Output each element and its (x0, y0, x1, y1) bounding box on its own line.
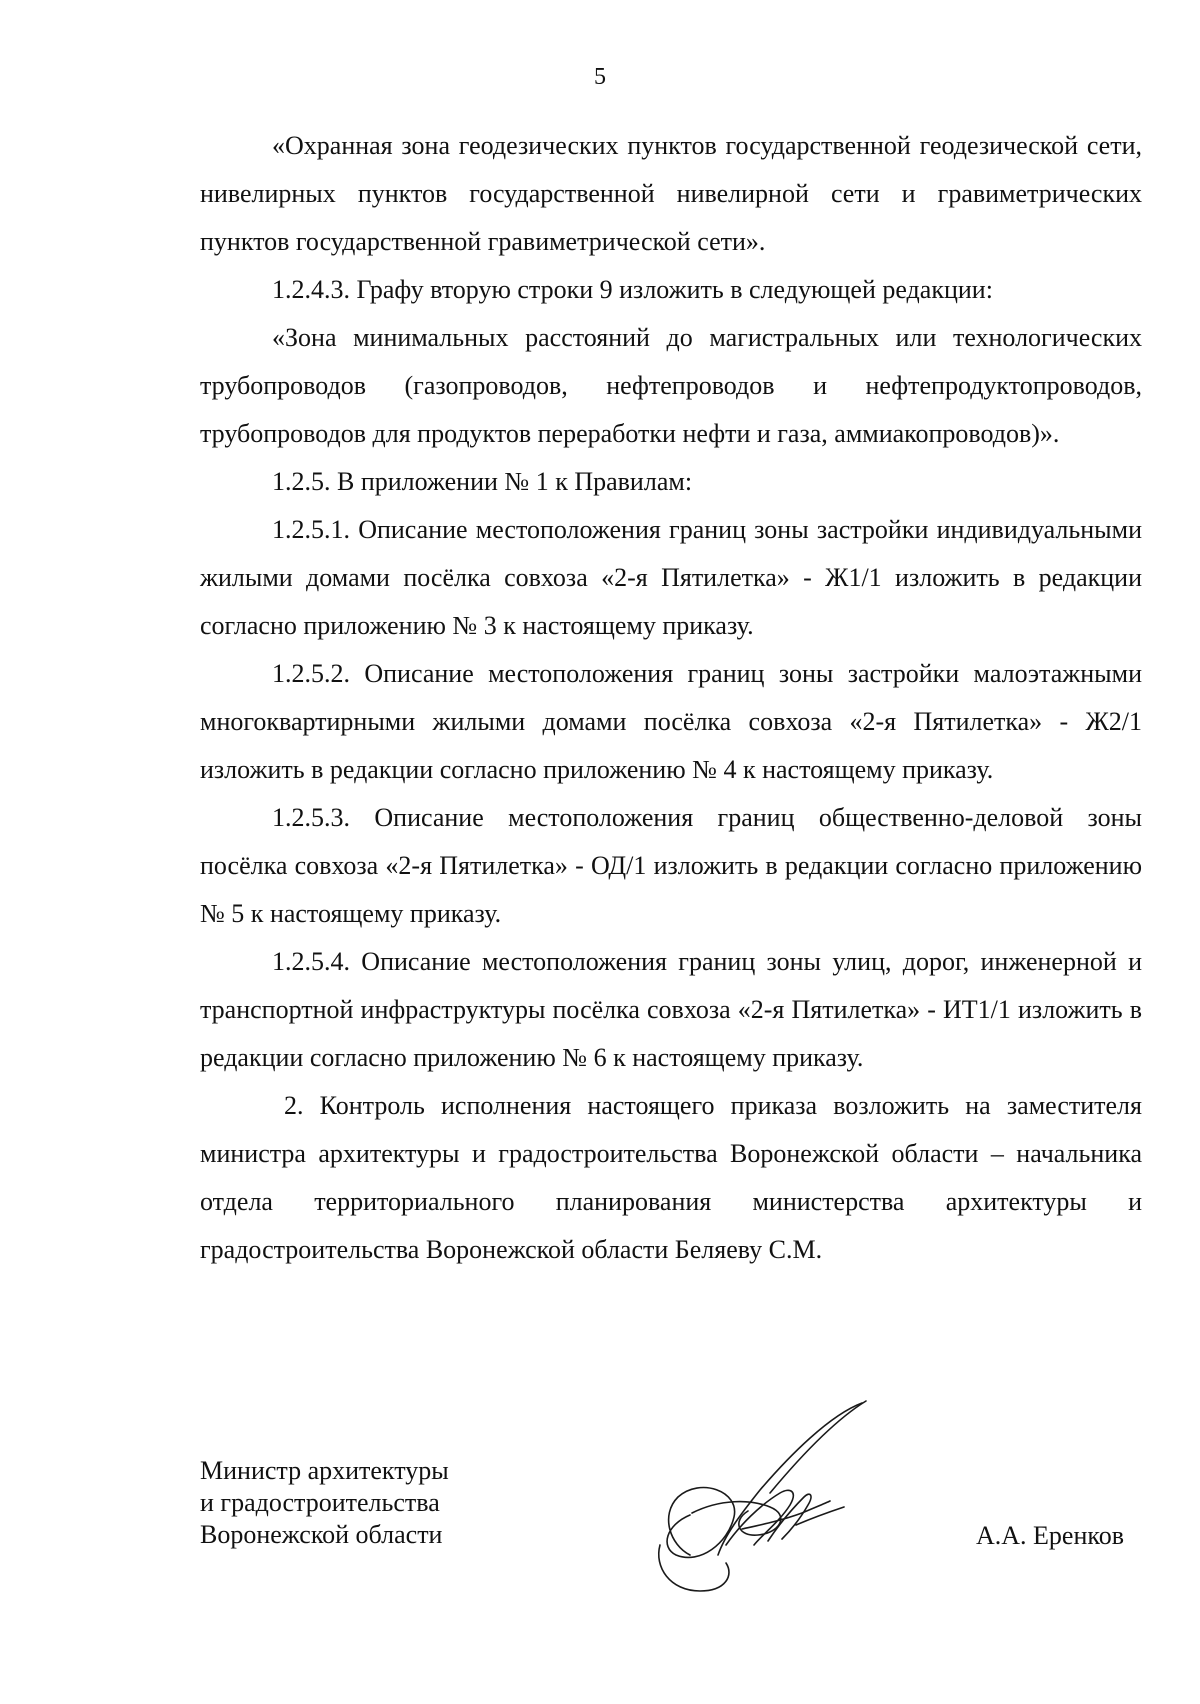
paragraph-2-control: 2. Контроль исполнения настоящего приказа возложить на заместителя министра архитектуры и градостроительства Воронежской области – начальника отдела территориального планирования министерства архитектуры и градостроительства Воронежской области Беляеву С.М. (200, 1091, 1142, 1264)
paragraph-1-2-4-3: 1.2.4.3. Графу вторую строки 9 изложить в следующей редакции: (272, 275, 993, 304)
handwritten-signature (630, 1395, 950, 1605)
paragraph-1-2-5-1: 1.2.5.1. Описание местоположения границ зоны застройки индивидуальными жилыми домами посёлка совхоза «2-я Пятилетка» - Ж1/1 изложить в редакции согласно приложению № 3 к настоящему приказу. (200, 515, 1142, 640)
signer-position-line: и градостроительства (200, 1488, 440, 1517)
document-body (200, 122, 1142, 1274)
paragraph-1-2-5: 1.2.5. В приложении № 1 к Правилам: (272, 467, 693, 496)
signer-position-line: Министр архитектуры (200, 1456, 449, 1485)
paragraph-1-2-5-3: 1.2.5.3. Описание местоположения границ общественно-деловой зоны посёлка совхоза «2-я Пятилетка» - ОД/1 изложить в редакции согласно приложению № 5 к настоящему приказу. (200, 803, 1142, 928)
signer-position (200, 1455, 449, 1551)
signer-position-line: Воронежской области (200, 1520, 443, 1549)
page-number: 5 (594, 64, 606, 90)
signer-name: А.А. Еренков (976, 1521, 1124, 1550)
paragraph-1-2-5-4: 1.2.5.4. Описание местоположения границ зоны улиц, дорог, инженерной и транспортной инфраструктуры посёлка совхоза «2-я Пятилетка» - ИТ1/1 изложить в редакции согласно приложению № 6 к настоящему приказу. (200, 947, 1142, 1072)
paragraph-pipeline-zone: «Зона минимальных расстояний до магистральных или технологических трубопроводов (газопроводов, нефтепроводов и нефтепродуктопроводов, трубопроводов для продуктов переработки нефти и газа, аммиакопроводов)». (200, 323, 1142, 448)
paragraph-geodetic-zone: «Охранная зона геодезических пунктов государственной геодезической сети, нивелирных пунктов государственной нивелирной сети и гравиметрических пунктов государственной гравиметрической сети». (200, 131, 1142, 256)
paragraph-1-2-5-2: 1.2.5.2. Описание местоположения границ зоны застройки малоэтажными многоквартирными жилыми домами посёлка совхоза «2-я Пятилетка» - Ж2/1 изложить в редакции согласно приложению № 4 к настоящему приказу. (200, 659, 1142, 784)
